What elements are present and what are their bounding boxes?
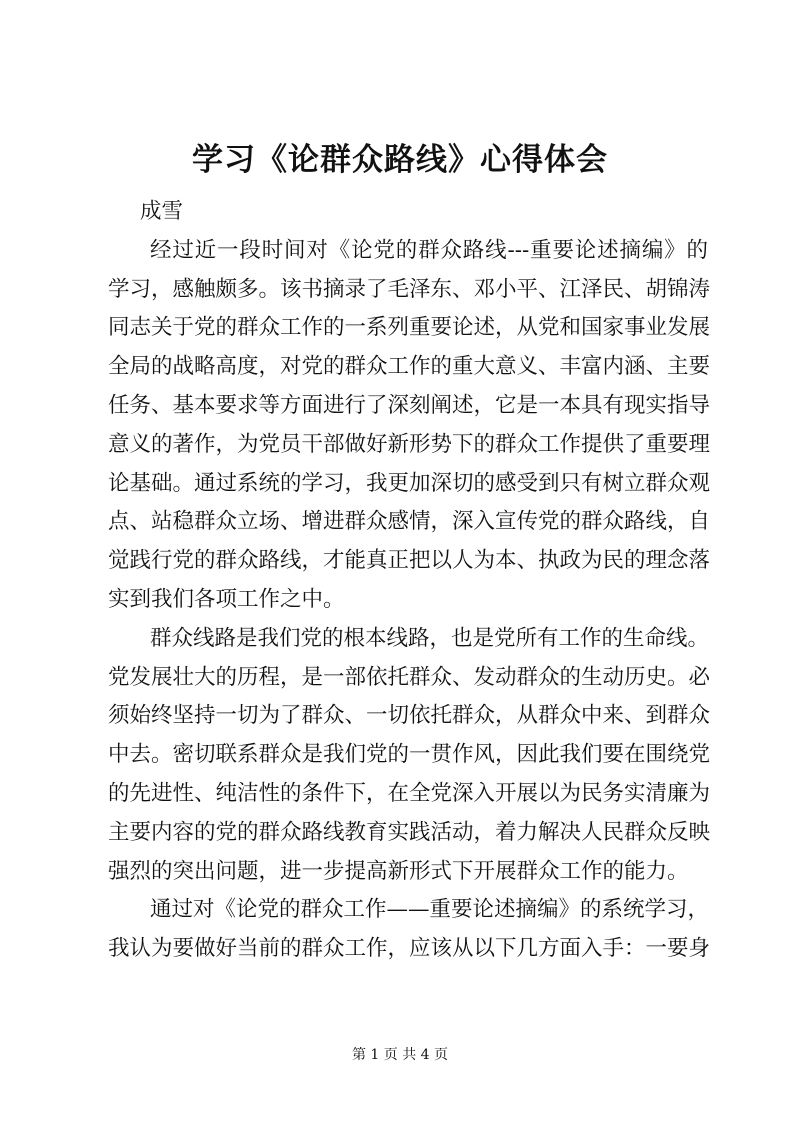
paragraph-line: 点、站稳群众立场、增进群众感情，深入宣传党的群众路线，自 — [108, 509, 711, 535]
paragraph-line: 通过对《论党的群众工作——重要论述摘编》的系统学习， — [150, 897, 710, 923]
paragraph-line: 党发展壮大的历程，是一部依托群众、发动群众的生动历史。必 — [108, 664, 711, 690]
paragraph-line: 的先进性、纯洁性的条件下，在全党深入开展以为民务实清廉为 — [108, 780, 711, 806]
paragraph-line: 群众线路是我们党的根本线路，也是党所有工作的生命线。 — [150, 625, 710, 651]
paragraph-line: 学习，感触颇多。该书摘录了毛泽东、邓小平、江泽民、胡锦涛 — [108, 276, 711, 302]
paragraph-line: 强烈的突出问题，进一步提高新形式下开展群众工作的能力。 — [108, 858, 689, 884]
paragraph-line: 须始终坚持一切为了群众、一切依托群众，从群众中来、到群众 — [108, 703, 711, 729]
page-footer: 第 1 页 共 4 页 — [351, 1047, 449, 1063]
paragraph-line: 实到我们各项工作之中。 — [108, 586, 345, 612]
paragraph-line: 任务、基本要求等方面进行了深刻阐述，它是一本具有现实指导 — [108, 392, 711, 418]
paragraph-line: 论基础。通过系统的学习，我更加深切的感受到只有树立群众观 — [108, 470, 711, 496]
paragraph-line: 意义的著作，为党员干部做好新形势下的群众工作提供了重要理 — [108, 431, 711, 457]
paragraph-line: 主要内容的党的群众路线教育实践活动，着力解决人民群众反映 — [108, 819, 711, 845]
paragraph-line: 中去。密切联系群众是我们党的一贯作风，因此我们要在围绕党 — [108, 742, 711, 768]
paragraph-line: 同志关于党的群众工作的一系列重要论述，从党和国家事业发展 — [108, 315, 711, 341]
paragraph-line: 觉践行党的群众路线，才能真正把以人为本、执政为民的理念落 — [108, 548, 711, 574]
paragraph-line: 我认为要做好当前的群众工作，应该从以下几方面入手：一要身 — [108, 936, 711, 962]
paragraph-line: 全局的战略高度，对党的群众工作的重大意义、丰富内涵、主要 — [108, 354, 711, 380]
document-title: 学习《论群众路线》心得体会 — [192, 142, 608, 178]
paragraph-line: 经过近一段时间对《论党的群众路线---重要论述摘编》的 — [150, 237, 708, 263]
document-body — [108, 193, 711, 969]
author-name: 成雪 — [140, 199, 184, 224]
